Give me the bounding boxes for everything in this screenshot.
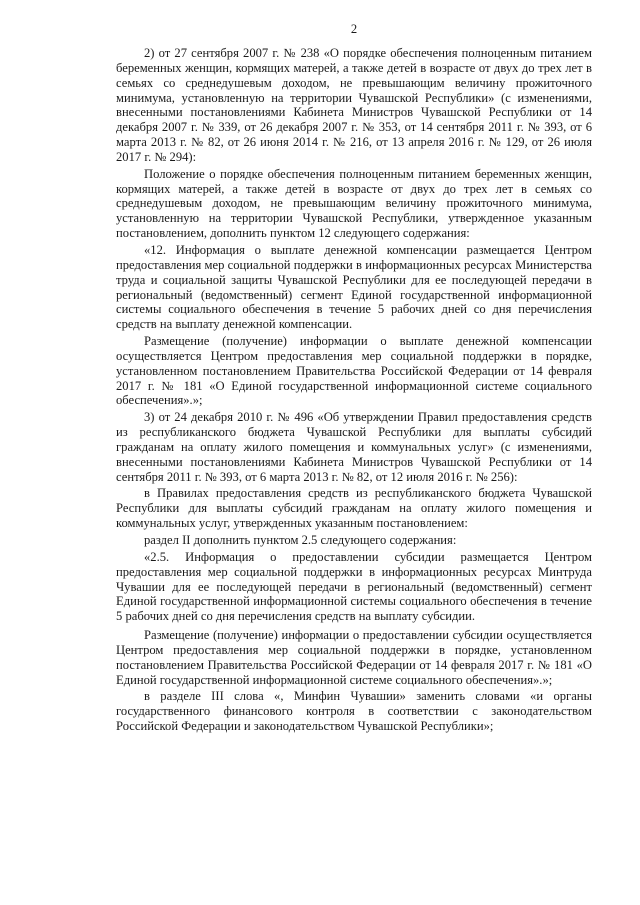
paragraph-clause-2-5: «2.5. Информация о предоставлении субсидии размещается Центром предоставления мер социальной поддержки в информационных ресурсах Минтруда Чувашии для ее последующей передачи в региональный (ведомственный) сегмент Единой государственной информационной системы социального обеспечения в течение 5 рабочих дней со дня перечисления средств на выплату субсидии. bbox=[116, 549, 592, 624]
paragraph-regulation-amendment: Положение о порядке обеспечения полноценным питанием беременных женщин, кормящих матерей, а также детей в возрасте от двух до трех лет в семьях со среднедушевым доходом, не превышающим величину прожиточного минимума, установленную на территории Чувашской Республики, утвержденное указанным постановлением, дополнить пунктом 12 следующего содержания: bbox=[116, 166, 592, 241]
paragraph-clause-2-5-placement: Размещение (получение) информации о предоставлении субсидии осуществляется Центром предоставления мер социальной поддержки в порядке, установленном постановлением Правительства Российской Федерации от 14 февраля 2017 г. № 181 «О Единой государственной информационной системе социального обеспечения».»; bbox=[116, 628, 592, 687]
paragraph-item-3: 3) от 24 декабря 2010 г. № 496 «Об утверждении Правил предоставления средств из республиканского бюджета Чувашской Республики для выплаты субсидий гражданам на оплату жилого помещения и коммунальных услуг» (с изменениями, внесенными постановлениями Кабинета Министров Чувашской Республики от 14 сентября 2011 г. № 393, от 6 марта 2013 г. № 82, от 12 июля 2016 г. № 256): bbox=[116, 410, 592, 484]
paragraph-section-3: в разделе III слова «, Минфин Чувашии» заменить словами «и органы государственного финансового контроля в соответствии с законодательством Российской Федерации и законодательством Чувашской Республики»; bbox=[116, 689, 592, 734]
paragraph-item-2: 2) от 27 сентября 2007 г. № 238 «О порядке обеспечения полноценным питанием беременных женщин, кормящих матерей, а также детей в возрасте от двух до трех лет в семьях со среднедушевым доходом, не превышающим величину прожиточного минимума, установленную на территории Чувашской Республики» (с изменениями, внесенными постановлениями Кабинета Министров Чувашской Республики от 14 декабря 2007 г. № 339, от 26 декабря 2007 г. № 353, от 14 сентября 2011 г. № 393, от 6 марта 2013 г. № 82, от 26 июня 2014 г. № 216, от 13 апреля 2016 г. № 129, от 26 июля 2017 г. № 294): bbox=[116, 46, 592, 164]
paragraph-clause-12-placement: Размещение (получение) информации о выплате денежной компенсации осуществляется Центром предоставления мер социальной поддержки в порядке, установленном постановлением Правительства Российской Федерации от 14 февраля 2017 г. № 181 «О Единой государственной информационной системе социального обеспечения».»; bbox=[116, 334, 592, 408]
page-number: 2 bbox=[350, 22, 358, 36]
paragraph-section-2: раздел II дополнить пунктом 2.5 следующего содержания: bbox=[144, 533, 457, 547]
paragraph-clause-12: «12. Информация о выплате денежной компенсации размещается Центром предоставления мер социальной поддержки в информационных ресурсах Министерства труда и социальной защиты Чувашской Республики для ее последующей передачи в региональный (ведомственный) сегмент Единой государственной информационной системы социального обеспечения в течение 5 рабочих дней со дня перечисления средств на выплату денежной компенсации. bbox=[116, 242, 592, 332]
paragraph-rules-amendment: в Правилах предоставления средств из республиканского бюджета Чувашской Республики для выплаты субсидий гражданам на оплату жилого помещения и коммунальных услуг, утвержденных указанным постановлением: bbox=[116, 486, 592, 531]
document-page bbox=[116, 22, 592, 736]
